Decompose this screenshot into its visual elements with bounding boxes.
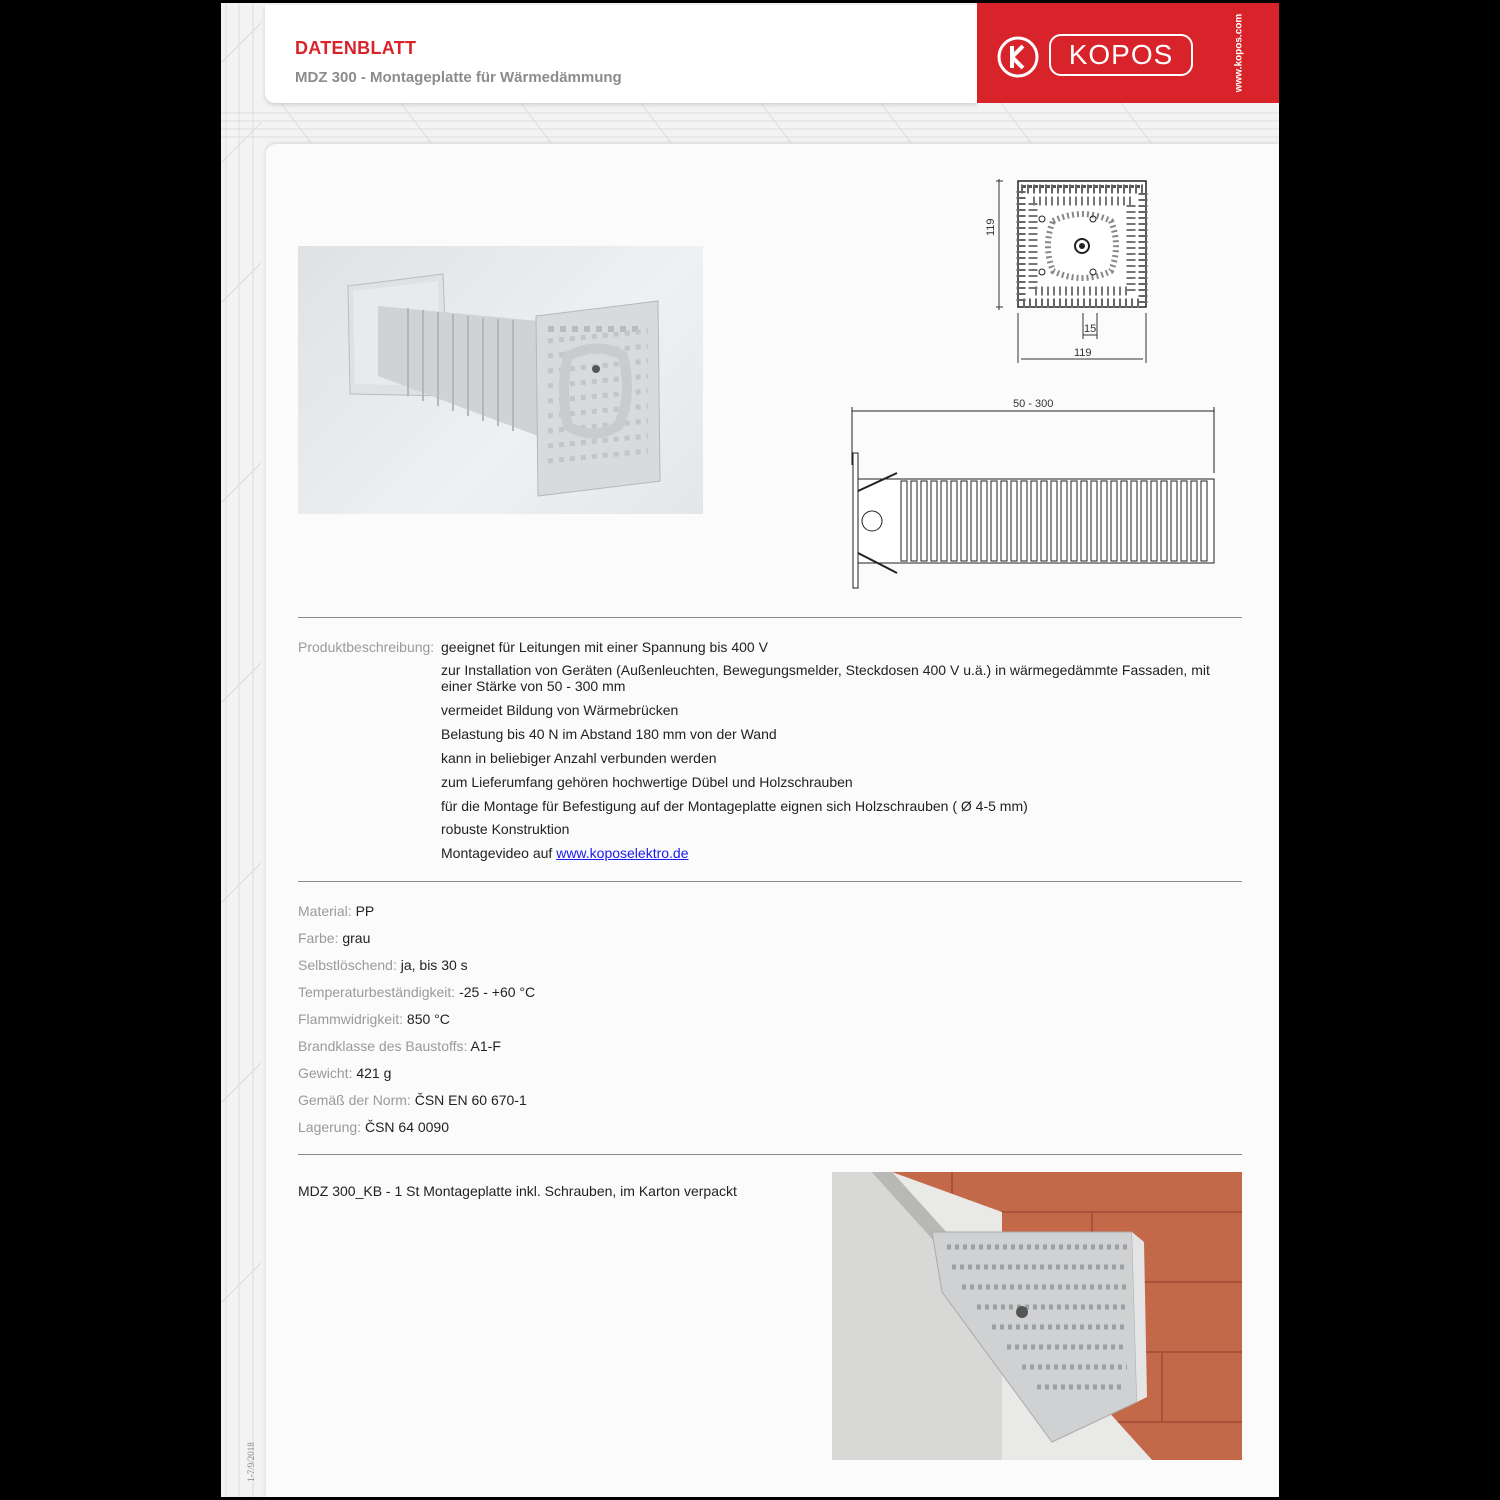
spec-row-standard	[298, 1092, 527, 1108]
spec-row-flame-resistance	[298, 1011, 450, 1027]
installation-photo	[832, 1172, 1242, 1460]
document-title: MDZ 300 - Montageplatte für Wärmedämmung	[295, 69, 622, 86]
description-item: geeignet für Leitungen mit einer Spannung bis 400 V	[441, 639, 768, 655]
spec-label: Gewicht:	[298, 1065, 353, 1081]
spec-row-weight	[298, 1065, 391, 1081]
spec-value: 421 g	[356, 1065, 392, 1081]
description-item: kann in beliebiger Anzahl verbunden werden	[441, 750, 717, 766]
top-view-drawing	[981, 173, 1161, 363]
montage-video-prefix: Montagevideo auf	[441, 845, 557, 861]
side-view-drawing	[849, 403, 1219, 593]
description-item: vermeidet Bildung von Wärmebrücken	[441, 702, 679, 718]
montage-video-link[interactable]: www.koposelektro.de	[556, 845, 689, 861]
dimension-offset-label: 15	[1084, 323, 1097, 335]
spec-row-self-extinguishing	[298, 957, 468, 973]
description-item: zum Lieferumfang gehören hochwertige Dübel und Holzschrauben	[441, 774, 853, 790]
divider	[298, 1154, 1242, 1155]
document-version-code: 1-7/9/2018	[246, 1442, 256, 1482]
spec-row-color	[298, 930, 370, 946]
spec-label: Lagerung:	[298, 1119, 362, 1135]
description-item: robuste Konstruktion	[441, 821, 570, 837]
spec-label: Brandklasse des Baustoffs:	[298, 1038, 468, 1054]
dimension-width-label: 119	[1074, 347, 1092, 359]
description-item: Belastung bis 40 N im Abstand 180 mm von der Wand	[441, 726, 777, 742]
spec-value: 850 °C	[406, 1011, 450, 1027]
spec-row-storage	[298, 1119, 449, 1135]
spec-label: Farbe:	[298, 930, 339, 946]
spec-value: grau	[342, 930, 371, 946]
kopos-logo-icon	[997, 36, 1039, 78]
spec-value: ja, bis 30 s	[400, 957, 468, 973]
dimension-height-label: 119	[985, 218, 997, 236]
spec-label: Material:	[298, 903, 352, 919]
website-link[interactable]: www.kopos.com	[1233, 13, 1245, 93]
description-item: zur Installation von Geräten (Außenleuchten, Bewegungsmelder, Steckdosen 400 V u.ä.) in wärmegedämmte Fassaden, mit einer Stärke von 50 - 300 mm	[441, 662, 1210, 694]
spec-row-fire-class	[298, 1038, 501, 1054]
description-item: für die Montage für Befestigung auf der Montageplatte eignen sich Holzschrauben ( Ø 4-5 mm)	[441, 798, 1028, 814]
montage-video-line	[441, 845, 1241, 861]
dimension-length-label: 50 - 300	[1013, 398, 1054, 410]
spec-label: Selbstlöschend:	[298, 957, 397, 973]
product-photo	[298, 246, 703, 514]
document-type: DATENBLATT	[295, 38, 417, 58]
brand-name: KOPOS	[1049, 34, 1193, 76]
description-label: Produktbeschreibung:	[298, 639, 435, 655]
spec-label: Temperaturbeständigkeit:	[298, 984, 456, 1000]
spec-row-temperature	[298, 984, 535, 1000]
spec-value: ČSN EN 60 670-1	[414, 1092, 527, 1108]
spec-value: PP	[355, 903, 375, 919]
header-card	[265, 5, 977, 103]
spec-label: Gemäß der Norm:	[298, 1092, 411, 1108]
spec-row-material	[298, 903, 374, 919]
divider	[298, 617, 1242, 618]
spec-label: Flammwidrigkeit:	[298, 1011, 404, 1027]
spec-value: -25 - +60 °C	[459, 984, 536, 1000]
datasheet-page	[221, 3, 1279, 1497]
spec-value: ČSN 64 0090	[364, 1119, 450, 1135]
spec-value: A1-F	[470, 1038, 501, 1054]
packaging-info: MDZ 300_KB - 1 St Montageplatte inkl. Schrauben, im Karton verpackt	[298, 1183, 737, 1199]
divider	[298, 881, 1242, 882]
